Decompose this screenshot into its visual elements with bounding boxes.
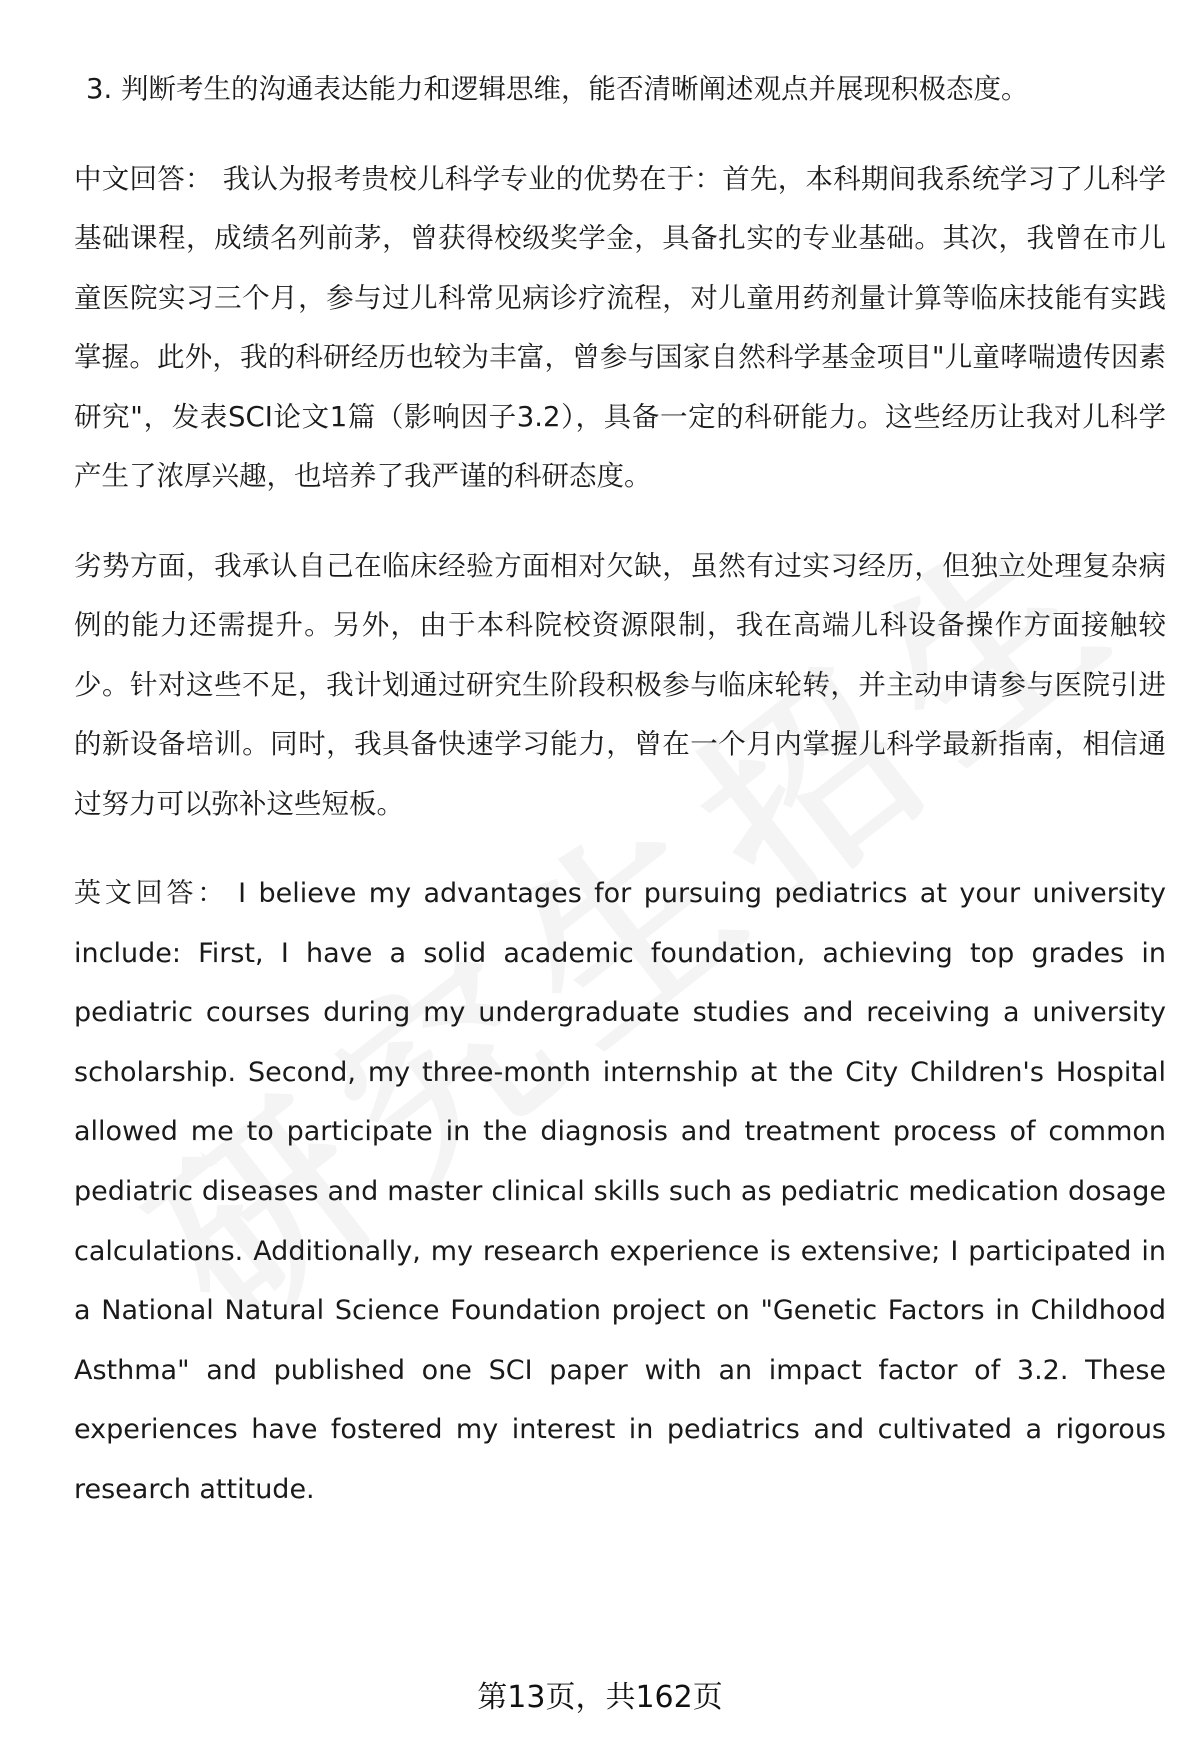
cn-answer-text-1: 我认为报考贵校儿科学专业的优势在于：首先，本科期间我系统学习了儿科学基础课程，成绩名列前茅，曾获得校级奖学金，具备扎实的专业基础。其次，我曾在市儿童医院实习三个月，参与过儿科常见病诊疗流程，对儿童用药剂量计算等临床技能有实践掌握。此外，我的科研经历也较为丰富，曾参与国家自然科学基金项目"儿童哮喘遗传因素研究"，发表SCI论文1篇（影响因子3.2），具备一定的科研能力。这些经历让我对儿科学产生了浓厚兴趣，也培养了我严谨的科研态度。 — [74, 162, 1166, 492]
cn-answer-label: 中文回答： — [74, 162, 213, 195]
list-item-3: 3. 判断考生的沟通表达能力和逻辑思维，能否清晰阐述观点并展现积极态度。 — [86, 73, 1029, 105]
document-body — [74, 60, 1166, 1520]
en-answer-label: 英文回答： — [74, 878, 229, 909]
en-answer-paragraph — [74, 864, 1166, 1520]
en-answer-text: I believe my advantages for pursuing pediatrics at your university include: First, I have a solid academic foundation, achieving top grades in pediatric courses during my undergraduate studies and receiving a university scholarship. Second, my three-month internship at the City Children's Hospital allowed me to participate in the diagnosis and treatment process of common pediatric diseases and master clinical skills such as pediatric medication dosage calculations. Additionally, my research experience is extensive; I participated in a National Natural Science Foundation project on "Genetic Factors in Childhood Asthma" and published one SCI paper with an impact factor of 3.2. These experiences have fostered my interest in pediatrics and cultivated a rigorous research attitude. — [74, 878, 1167, 1505]
page-number: 第13页，共162页 — [477, 1680, 723, 1715]
cn-answer-paragraph-2: 劣势方面，我承认自己在临床经验方面相对欠缺，虽然有过实习经历，但独立处理复杂病例的能力还需提升。另外，由于本科院校资源限制，我在高端儿科设备操作方面接触较少。针对这些不足，我计划通过研究生阶段积极参与临床轮转，并主动申请参与医院引进的新设备培训。同时，我具备快速学习能力，曾在一个月内掌握儿科学最新指南，相信通过努力可以弥补这些短板。 — [74, 549, 1166, 820]
cn-answer-paragraph-1 — [74, 150, 1166, 507]
